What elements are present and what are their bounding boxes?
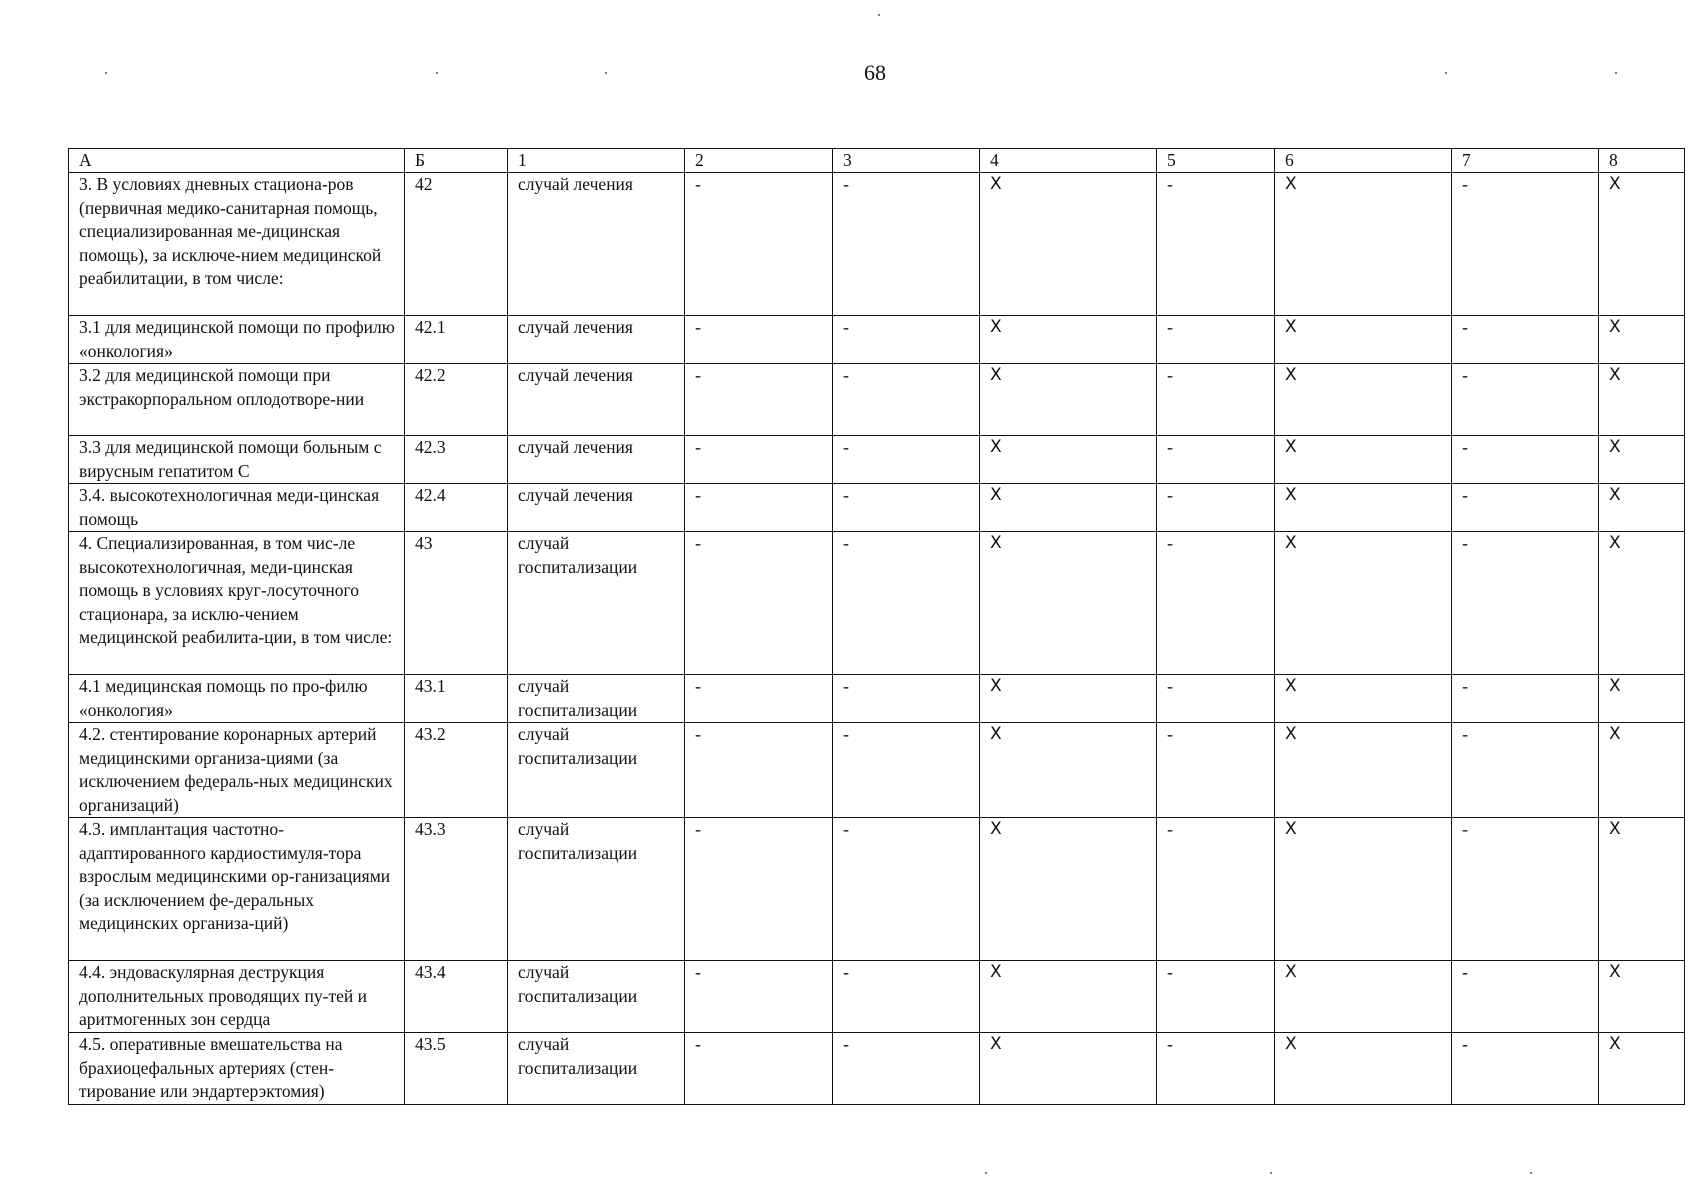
value-cell: X — [980, 675, 1157, 723]
row-unit: случай лечения — [508, 173, 685, 316]
value-cell: - — [833, 532, 980, 675]
value-cell: - — [833, 1033, 980, 1105]
value-cell: - — [833, 675, 980, 723]
value-cell: X — [1599, 818, 1685, 961]
value-cell: - — [1157, 675, 1275, 723]
value-cell: - — [1157, 818, 1275, 961]
scan-speck — [1445, 72, 1447, 74]
row-name: 4.2. стентирование коронарных артерий медицинскими организа-циями (за исключением федераль-ных медицинских организаций) — [69, 723, 405, 818]
value-cell: - — [685, 484, 833, 532]
value-cell: X — [1599, 436, 1685, 484]
scan-speck — [105, 72, 107, 74]
header-cell: 6 — [1275, 149, 1452, 173]
value-cell: X — [1599, 961, 1685, 1033]
value-cell: - — [833, 436, 980, 484]
value-cell: - — [1452, 532, 1599, 675]
value-cell: - — [685, 532, 833, 675]
value-cell: - — [685, 961, 833, 1033]
table-body — [69, 173, 1685, 1105]
value-cell: - — [833, 316, 980, 364]
value-cell: X — [1275, 675, 1452, 723]
table-row — [69, 723, 1685, 818]
row-name: 4.4. эндоваскулярная деструкция дополнительных проводящих пу-тей и аритмогенных зон сердца — [69, 961, 405, 1033]
value-cell: - — [1452, 723, 1599, 818]
value-cell: - — [1452, 675, 1599, 723]
row-name: 4. Специализированная, в том чис-ле высокотехнологичная, меди-цинская помощь в условиях круг-лосуточного стационара, за исклю-чением медицинской реабилита-ции, в том числе: — [69, 532, 405, 675]
value-cell: - — [1157, 364, 1275, 436]
row-unit: случай госпитализации — [508, 532, 685, 675]
value-cell: X — [1275, 723, 1452, 818]
value-cell: - — [833, 173, 980, 316]
scan-speck — [1530, 1172, 1532, 1174]
value-cell: - — [1452, 484, 1599, 532]
value-cell: X — [1275, 436, 1452, 484]
value-cell: X — [1599, 1033, 1685, 1105]
value-cell: X — [980, 1033, 1157, 1105]
value-cell: - — [685, 173, 833, 316]
row-code: 42.1 — [405, 316, 508, 364]
value-cell: - — [833, 364, 980, 436]
header-cell: А — [69, 149, 405, 173]
data-table — [68, 148, 1685, 1105]
table-row — [69, 316, 1685, 364]
header-cell: 5 — [1157, 149, 1275, 173]
header-cell: 8 — [1599, 149, 1685, 173]
row-unit: случай лечения — [508, 364, 685, 436]
row-name: 3.2 для медицинской помощи при экстракорпоральном оплодотворе-нии — [69, 364, 405, 436]
value-cell: X — [1599, 316, 1685, 364]
value-cell: X — [980, 316, 1157, 364]
value-cell: X — [1599, 173, 1685, 316]
value-cell: X — [980, 532, 1157, 675]
row-unit: случай лечения — [508, 436, 685, 484]
row-code: 43.4 — [405, 961, 508, 1033]
header-cell: 3 — [833, 149, 980, 173]
row-name: 4.1 медицинская помощь по про-филю «онкология» — [69, 675, 405, 723]
value-cell: - — [1157, 532, 1275, 675]
value-cell: X — [1275, 1033, 1452, 1105]
value-cell: - — [685, 436, 833, 484]
row-code: 43.5 — [405, 1033, 508, 1105]
scan-speck — [985, 1172, 987, 1174]
value-cell: - — [1157, 173, 1275, 316]
value-cell: X — [1599, 723, 1685, 818]
value-cell: - — [685, 675, 833, 723]
header-cell: Б — [405, 149, 508, 173]
row-name: 4.3. имплантация частотно-адаптированного кардиостимуля-тора взрослым медицинскими ор-ганизациями (за исключением фе-деральных медицинских организа-ций) — [69, 818, 405, 961]
row-code: 43.2 — [405, 723, 508, 818]
value-cell: X — [1275, 961, 1452, 1033]
value-cell: X — [1599, 532, 1685, 675]
header-cell: 1 — [508, 149, 685, 173]
row-name: 3.4. высокотехнологичная меди-цинская помощь — [69, 484, 405, 532]
value-cell: - — [1452, 316, 1599, 364]
header-cell: 2 — [685, 149, 833, 173]
value-cell: - — [1452, 1033, 1599, 1105]
row-unit: случай госпитализации — [508, 1033, 685, 1105]
value-cell: - — [1157, 961, 1275, 1033]
row-code: 42.2 — [405, 364, 508, 436]
table-row — [69, 675, 1685, 723]
value-cell: - — [1157, 723, 1275, 818]
value-cell: - — [1157, 436, 1275, 484]
value-cell: - — [685, 1033, 833, 1105]
value-cell: - — [1157, 1033, 1275, 1105]
value-cell: X — [1275, 532, 1452, 675]
row-name: 4.5. оперативные вмешательства на брахиоцефальных артериях (стен-тирование или эндартерэктомия) — [69, 1033, 405, 1105]
row-code: 43 — [405, 532, 508, 675]
row-unit: случай госпитализации — [508, 961, 685, 1033]
table-row — [69, 1033, 1685, 1105]
value-cell: - — [1452, 436, 1599, 484]
row-unit: случай лечения — [508, 484, 685, 532]
value-cell: - — [833, 961, 980, 1033]
value-cell: X — [1599, 364, 1685, 436]
table-row — [69, 532, 1685, 675]
row-unit: случай лечения — [508, 316, 685, 364]
value-cell: - — [685, 818, 833, 961]
value-cell: - — [685, 316, 833, 364]
value-cell: X — [980, 723, 1157, 818]
row-unit: случай госпитализации — [508, 723, 685, 818]
table-header — [69, 149, 1685, 173]
table-row — [69, 818, 1685, 961]
row-name: 3. В условиях дневных стациона-ров (первичная медико-санитарная помощь, специализированная ме-дицинская помощь), за исключе-нием медицинской реабилитации, в том числе: — [69, 173, 405, 316]
value-cell: X — [1275, 173, 1452, 316]
scan-speck — [878, 14, 880, 16]
row-code: 42 — [405, 173, 508, 316]
value-cell: - — [1157, 484, 1275, 532]
value-cell: - — [685, 364, 833, 436]
value-cell: X — [1275, 316, 1452, 364]
value-cell: - — [685, 723, 833, 818]
table-row — [69, 173, 1685, 316]
table-row — [69, 484, 1685, 532]
header-cell: 7 — [1452, 149, 1599, 173]
row-code: 42.3 — [405, 436, 508, 484]
table-row — [69, 436, 1685, 484]
table-row — [69, 364, 1685, 436]
row-code: 43.3 — [405, 818, 508, 961]
header-cell: 4 — [980, 149, 1157, 173]
row-name: 3.1 для медицинской помощи по профилю «онкология» — [69, 316, 405, 364]
table-row — [69, 961, 1685, 1033]
value-cell: X — [1275, 818, 1452, 961]
row-name: 3.3 для медицинской помощи больным с вирусным гепатитом С — [69, 436, 405, 484]
row-unit: случай госпитализации — [508, 818, 685, 961]
row-code: 42.4 — [405, 484, 508, 532]
scan-speck — [605, 72, 607, 74]
page-number: 68 — [864, 60, 886, 85]
value-cell: - — [1452, 818, 1599, 961]
header-row — [69, 149, 1685, 173]
value-cell: - — [1452, 961, 1599, 1033]
value-cell: X — [980, 484, 1157, 532]
scan-speck — [1615, 72, 1617, 74]
row-unit: случай госпитализации — [508, 675, 685, 723]
value-cell: - — [833, 818, 980, 961]
value-cell: - — [1452, 173, 1599, 316]
value-cell: X — [1275, 364, 1452, 436]
value-cell: X — [980, 818, 1157, 961]
value-cell: X — [1599, 675, 1685, 723]
value-cell: X — [980, 436, 1157, 484]
value-cell: - — [833, 723, 980, 818]
value-cell: - — [833, 484, 980, 532]
value-cell: X — [1599, 484, 1685, 532]
row-code: 43.1 — [405, 675, 508, 723]
value-cell: X — [980, 364, 1157, 436]
scan-speck — [1270, 1172, 1272, 1174]
value-cell: - — [1157, 316, 1275, 364]
value-cell: - — [1452, 364, 1599, 436]
value-cell: X — [980, 173, 1157, 316]
scan-speck — [436, 72, 438, 74]
value-cell: X — [1275, 484, 1452, 532]
value-cell: X — [980, 961, 1157, 1033]
